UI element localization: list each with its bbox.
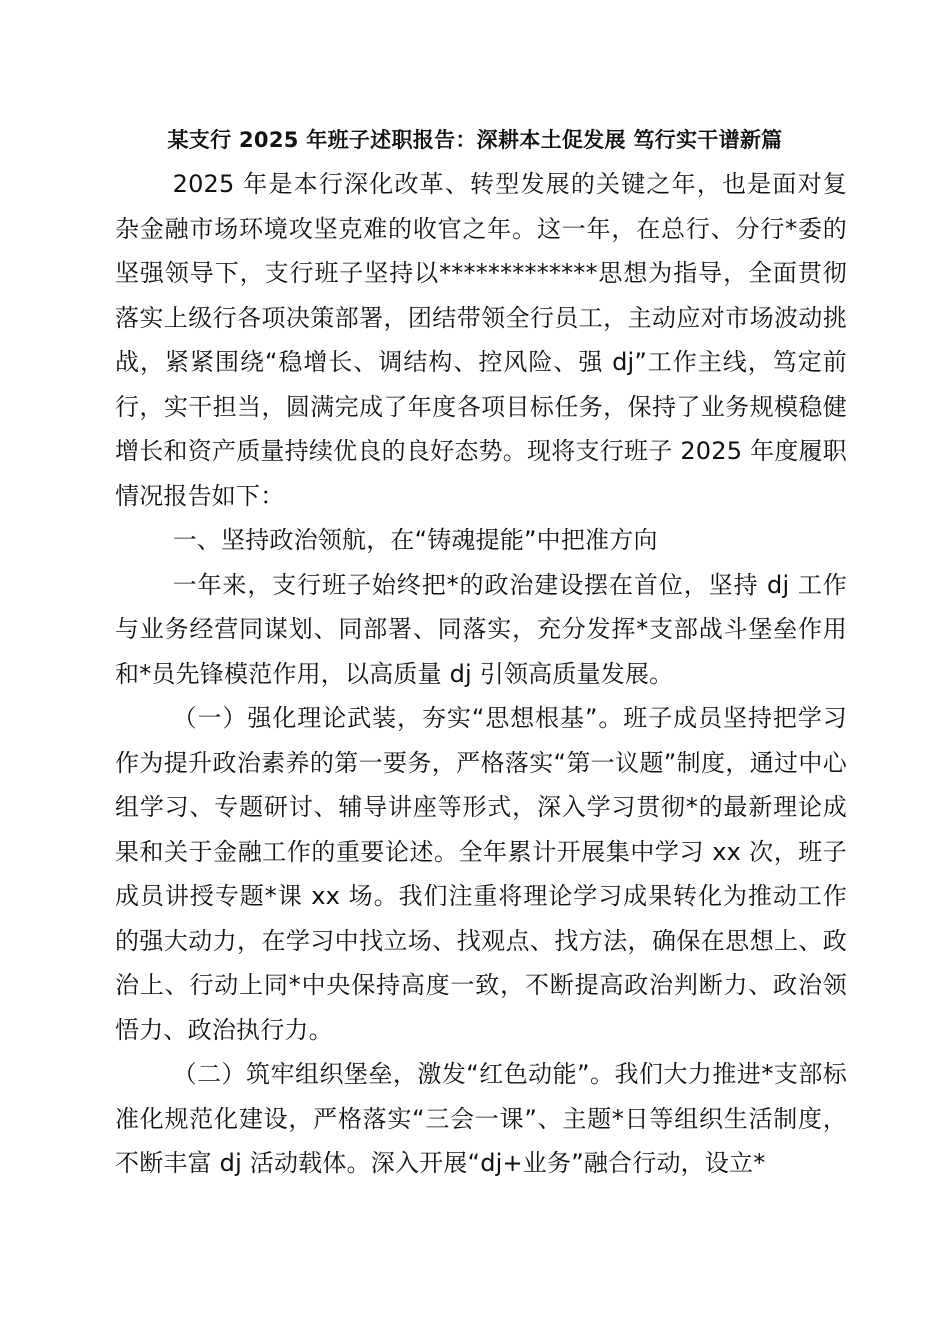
document-title: 某支行 2025 年班子述职报告：深耕本土促发展 笃行实干谱新篇 [167,128,783,152]
subsection-paragraph-1: （一）强化理论武装，夯实“思想根基”。班子成员坚持把学习作为提升政治素养的第一要务，严格落实“第一议题”制度，通过中心组学习、专题研讨、辅导讲座等形式，深入学习贯彻*的最新理论成果和关于金融工作的重要论述。全年累计开展集中学习 xx 次，班子成员讲授专题*课 xx 场。我们注重将理论学习成果转化为推动工作的强大动力，在学习中找立场、找观点、找方法，确保在思想上、政治上、行动上同*中央保持高度一致，不断提高政治判断力、政治领悟力、政治执行力。 [115,704,847,1044]
document-body [115,162,847,1186]
subsection-paragraph-2: （二）筑牢组织堡垒，激发“红色动能”。我们大力推进*支部标准化规范化建设，严格落实“三会一课”、主题*日等组织生活制度，不断丰富 dj 活动载体。深入开展“dj+业务”融合行动，设立* [115,1060,847,1177]
section-heading: 一、坚持政治领航，在“铸魂提能”中把准方向 [172,526,658,554]
section-paragraph: 一年来，支行班子始终把*的政治建设摆在首位，坚持 dj 工作与业务经营同谋划、同部署、同落实，充分发挥*支部战斗堡垒作用和*员先锋模范作用，以高质量 dj 引领高质量发展。 [115,570,847,688]
intro-paragraph: 2025 年是本行深化改革、转型发展的关键之年，也是面对复杂金融市场环境攻坚克难的收官之年。这一年，在总行、分行*委的坚强领导下，支行班子坚持以*************思想为指导，全面贯彻落实上级行各项决策部署，团结带领全行员工，主动应对市场波动挑战，紧紧围绕“稳增长、调结构、控风险、强 dj”工作主线，笃定前行，实干担当，圆满完成了年度各项目标任务，保持了业务规模稳健增长和资产质量持续优良的良好态势。现将支行班子 2025 年度履职情况报告如下： [115,170,847,510]
